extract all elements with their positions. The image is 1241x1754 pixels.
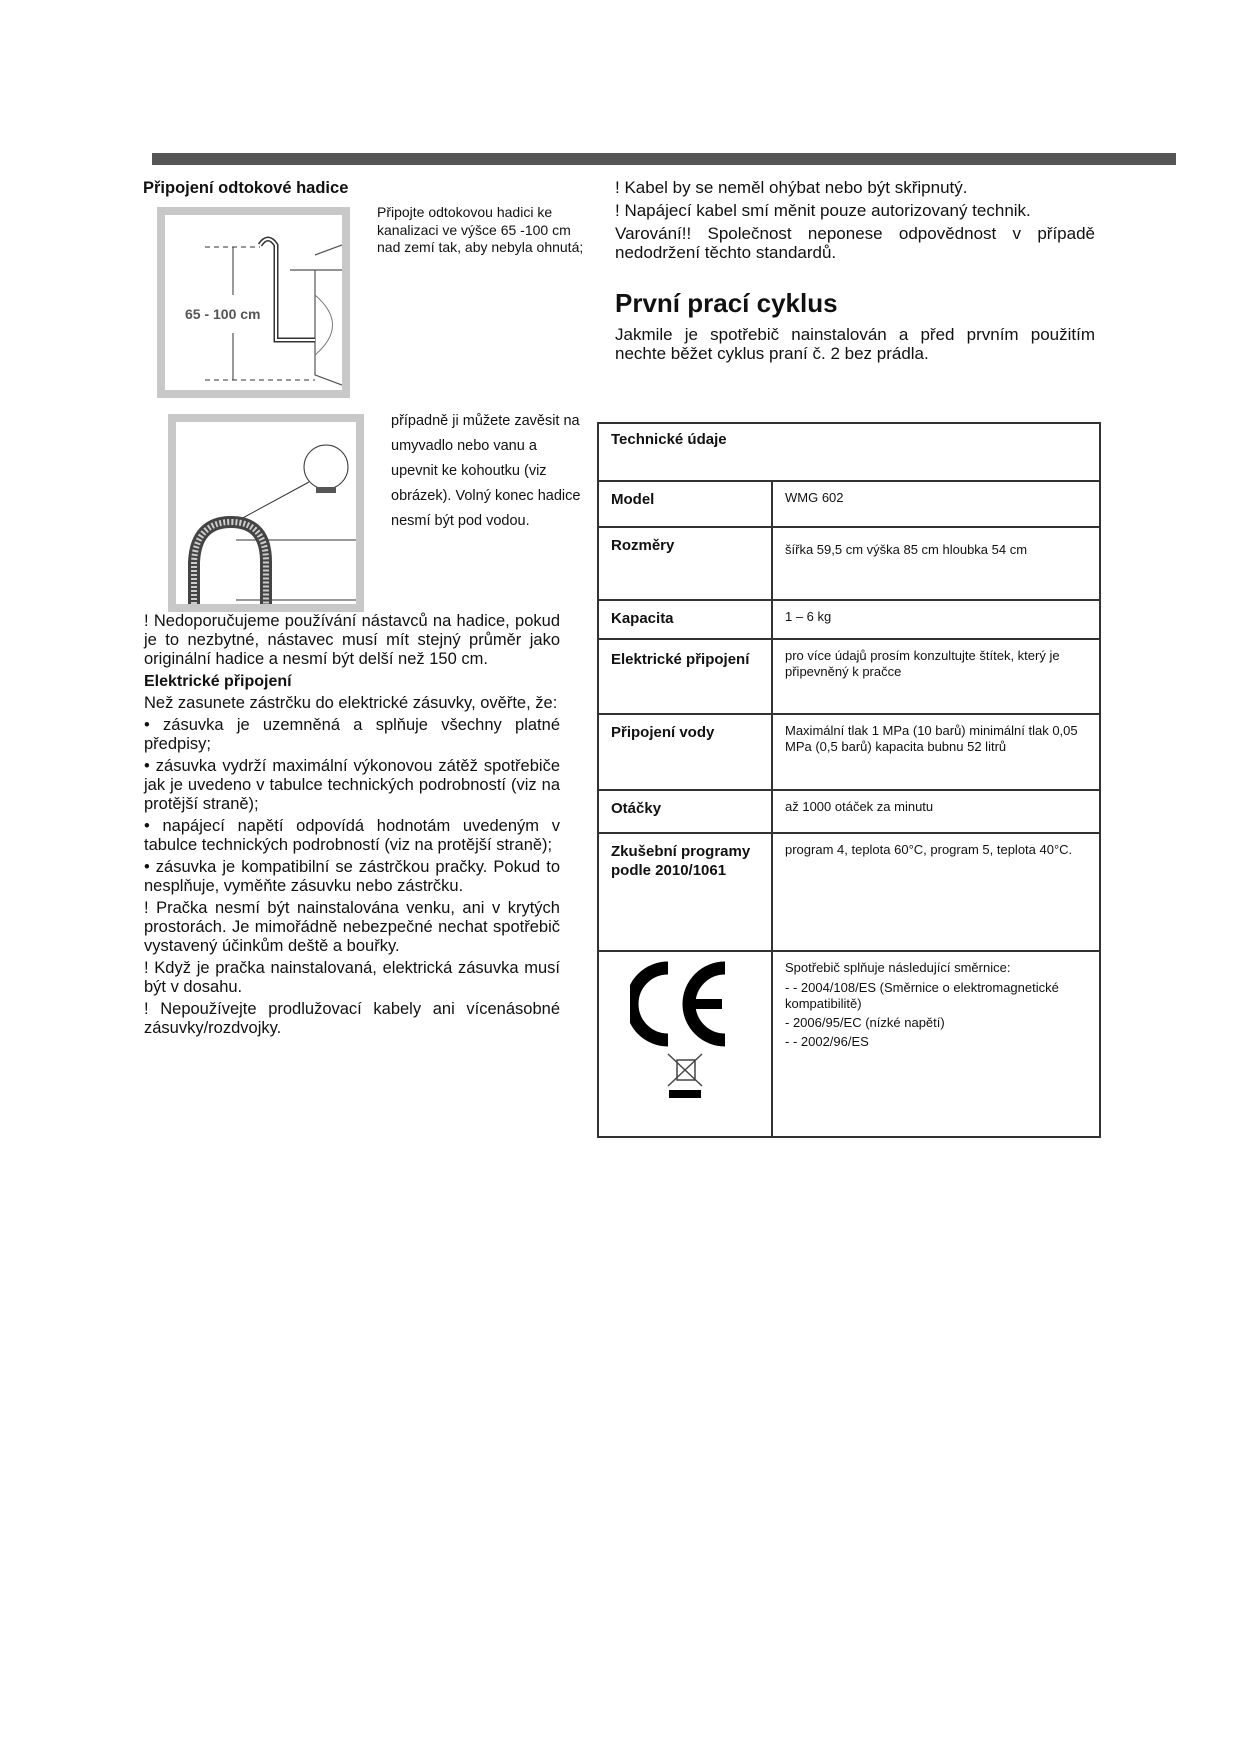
table-row <box>598 714 1100 790</box>
cable-note: ! Kabel by se neměl ohýbat nebo být skřipnutý. <box>615 178 968 197</box>
directives-intro: Spotřebič splňuje následující směrnice: <box>785 960 1011 975</box>
electric-intro: Než zasunete zástrčku do elektrické zásuvky, ověřte, že: <box>144 694 558 712</box>
warning-item: ! Nepoužívejte prodlužovací kabely ani vícenásobné zásuvky/rozdvojky. <box>144 1000 560 1037</box>
bullet-item: • zásuvka je kompatibilní se zástrčkou pračky. Pokud to nesplňuje, vyměňte zásuvku nebo zástrčku. <box>144 858 560 895</box>
bullet-item: • zásuvka vydrží maximální výkonovou zátěž spotřebiče jak je uvedeno v tabulce technických podrobností (viz na protější straně); <box>144 757 560 813</box>
row-key: Rozměry <box>598 527 772 600</box>
sink-hose-figure <box>168 414 364 612</box>
row-key: Elektrické připojení <box>598 639 772 714</box>
table-row <box>598 951 1100 1137</box>
extension-warning: ! Nedoporučujeme používání nástavců na hadice, pokud je to nezbytné, nástavec musí mít stejný průměr jako originální hadice a nesmí být delší než 150 cm. <box>144 612 560 668</box>
first-cycle-text: Jakmile je spotřebič nainstalován a před prvním použitím nechte běžet cyklus praní č. 2 bez prádla. <box>615 325 1095 363</box>
right-column <box>615 178 1095 367</box>
row-key: Připojení vody <box>598 714 772 790</box>
warning-item: ! Pračka nesmí být nainstalována venku, ani v krytých prostorách. Je mimořádně nebezpečné nechat spotřebič vystavený účinkům deště a bouřky. <box>144 899 560 955</box>
bullet-item: • zásuvka je uzemněná a splňuje všechny platné předpisy; <box>144 716 560 753</box>
directive-item: - - 2004/108/ES (Směrnice o elektromagnetické kompatibilitě) <box>785 980 1059 1011</box>
table-row <box>598 527 1100 600</box>
sink-hose-instructions: případně ji můžete zavěsit na umyvadlo nebo vanu a upevnit ke kohoutku (viz obrázek). Volný konec hadice nesmí být pod vodou. <box>391 413 581 529</box>
directive-item: - - 2002/96/ES <box>785 1034 869 1049</box>
row-key: Otáčky <box>598 790 772 833</box>
table-title: Technické údaje <box>598 423 1100 481</box>
row-value: pro více údajů prosím konzultujte štítek, který je připevněný k pračce <box>772 639 1100 714</box>
row-value: program 4, teplota 60°C, program 5, teplota 40°C. <box>772 833 1100 951</box>
table-row <box>598 481 1100 527</box>
technical-data-table <box>597 422 1101 1138</box>
table-row <box>598 833 1100 951</box>
row-value: Maximální tlak 1 MPa (10 barů) minimální tlak 0,05 MPa (0,5 barů) kapacita bubnu 52 litrů <box>772 714 1100 790</box>
row-value: šířka 59,5 cm výška 85 cm hloubka 54 cm <box>772 527 1100 600</box>
directive-item: - 2006/95/EC (nízké napětí) <box>785 1015 945 1030</box>
row-key: Kapacita <box>598 600 772 639</box>
row-value: WMG 602 <box>772 481 1100 527</box>
liability-warning: Varování!! Společnost neponese odpovědnost v případě nedodržení těchto standardů. <box>615 224 1095 262</box>
drain-height-figure <box>157 207 350 398</box>
bullet-item: • napájecí napětí odpovídá hodnotám uvedeným v tabulce technických podrobností (viz na protější straně); <box>144 817 560 854</box>
row-key: Zkušební programy podle 2010/1061 <box>598 833 772 951</box>
height-label: 65 - 100 cm <box>185 306 261 322</box>
electric-heading: Elektrické připojení <box>144 673 292 690</box>
row-value: 1 – 6 kg <box>772 600 1100 639</box>
ce-cell <box>598 951 772 1137</box>
table-row <box>598 600 1100 639</box>
table-row <box>598 639 1100 714</box>
row-value: až 1000 otáček za minutu <box>772 790 1100 833</box>
row-key: Model <box>598 481 772 527</box>
drain-hose-heading: Připojení odtokové hadice <box>143 179 349 197</box>
ce-mark-icon <box>630 960 740 1100</box>
table-row <box>598 790 1100 833</box>
technician-note: ! Napájecí kabel smí měnit pouze autorizovaný technik. <box>615 201 1031 220</box>
electrical-section <box>144 612 560 1041</box>
directives-cell <box>772 951 1100 1137</box>
weee-bin-icon <box>668 1054 702 1086</box>
header-bar <box>152 153 1176 165</box>
warning-item: ! Když je pračka nainstalovaná, elektrická zásuvka musí být v dosahu. <box>144 959 560 996</box>
drain-instructions: Připojte odtokovou hadici ke kanalizaci ve výšce 65 -100 cm nad zemí tak, aby nebyla ohnutá; <box>377 204 584 255</box>
first-cycle-title: První prací cyklus <box>615 288 838 318</box>
